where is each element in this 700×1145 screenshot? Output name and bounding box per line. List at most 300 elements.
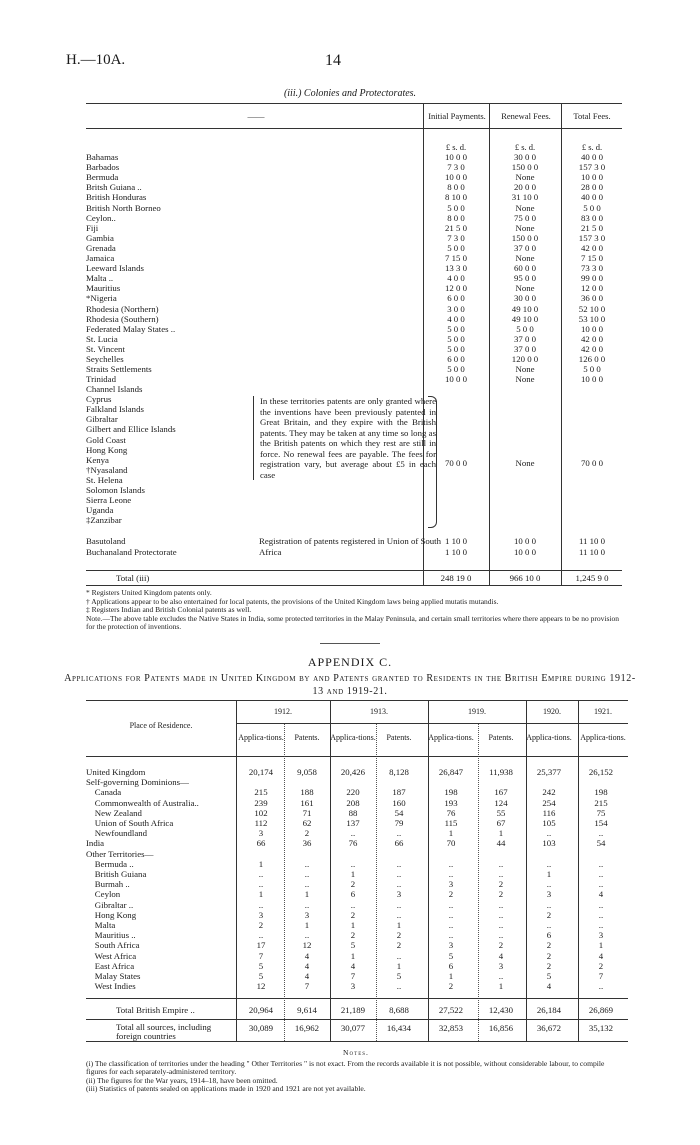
table-row bbox=[86, 920, 628, 930]
table-row bbox=[86, 828, 628, 838]
total-total: 1,245 9 0 bbox=[575, 573, 609, 583]
cell-value: 188 bbox=[300, 787, 314, 798]
colony-row bbox=[86, 263, 622, 273]
cell-value: 21,189 bbox=[340, 1005, 366, 1015]
colony-name: Bahamas bbox=[86, 152, 119, 162]
cell-value: 1 bbox=[498, 981, 504, 992]
renewal-fee: None bbox=[515, 222, 535, 233]
cell-value: 6 bbox=[350, 889, 356, 900]
initial-payment: 7 3 0 bbox=[447, 232, 465, 243]
cell-value: 1 bbox=[258, 889, 264, 900]
cell-value: .. bbox=[396, 899, 402, 910]
cell-value: 9,058 bbox=[297, 767, 317, 777]
cell-value: .. bbox=[396, 981, 402, 992]
cell-value: .. bbox=[498, 930, 504, 941]
cell-value: 67 bbox=[496, 818, 506, 828]
cell-value: 4 bbox=[304, 950, 310, 961]
notes-title: Notes. bbox=[343, 1048, 369, 1057]
cell-value: 54 bbox=[596, 838, 606, 849]
colony-row bbox=[86, 152, 622, 162]
cell-value: 3 bbox=[598, 930, 604, 941]
cell-value: 16,856 bbox=[488, 1023, 514, 1033]
cell-value: 44 bbox=[496, 838, 506, 849]
cell-value: .. bbox=[396, 869, 402, 879]
cell-value: .. bbox=[304, 930, 310, 941]
year-header: 1913. bbox=[370, 707, 388, 716]
cell-value: 2 bbox=[396, 940, 402, 951]
cell-value: 2 bbox=[350, 930, 356, 941]
cell-value: 32,853 bbox=[438, 1023, 464, 1033]
cell-value: 198 bbox=[594, 787, 608, 798]
initial-payment: 10 0 0 bbox=[445, 374, 467, 385]
colony-row bbox=[86, 304, 622, 314]
cell-value: .. bbox=[258, 930, 264, 941]
units-renewal: £ s. d. bbox=[514, 142, 536, 152]
colony-row bbox=[86, 344, 622, 354]
cell-value: 215 bbox=[254, 787, 268, 798]
cell-value: .. bbox=[498, 971, 504, 981]
year-header: 1912. bbox=[274, 707, 292, 716]
section-divider bbox=[320, 643, 380, 644]
cell-value: .. bbox=[448, 930, 454, 941]
territories-note: In these territories patents are only granted where the inventions have been previously patented in Great Britain, and they expire with the British patents. They may be taken at any time so long as the British patents on which they rest are still in force. No renewal fees are payable. The fees for registration vary, but average about £5 in each case bbox=[253, 396, 436, 480]
header-rule bbox=[86, 756, 628, 757]
cell-value: .. bbox=[396, 909, 402, 920]
cell-value: 112 bbox=[254, 818, 268, 828]
place-name: West Indies bbox=[86, 981, 136, 992]
cell-value: 2 bbox=[498, 879, 504, 890]
cell-value: 254 bbox=[542, 797, 556, 808]
colony-name: Barbados bbox=[86, 162, 120, 173]
cell-value: 1 bbox=[258, 858, 264, 869]
place-name: Malay States bbox=[86, 971, 141, 981]
colony-name: Britsh Guiana .. bbox=[86, 182, 142, 193]
cell-value: 54 bbox=[394, 807, 404, 818]
cell-value: 193 bbox=[444, 797, 458, 808]
colony-row bbox=[86, 162, 622, 172]
cell-value: 55 bbox=[496, 807, 506, 818]
place-name: Malta bbox=[86, 920, 116, 930]
total-fee: 157 3 0 bbox=[578, 162, 606, 173]
table-row bbox=[86, 869, 628, 879]
table-row bbox=[86, 900, 628, 910]
total-fee: 5 0 0 bbox=[583, 202, 601, 213]
table-row bbox=[86, 981, 628, 991]
place-name: Commonwealth of Australia.. bbox=[86, 797, 199, 808]
total-fee: 42 0 0 bbox=[581, 242, 603, 253]
renewal-fee: None bbox=[515, 202, 535, 213]
total-fee: 36 0 0 bbox=[581, 293, 603, 304]
cell-value: 75 bbox=[596, 807, 606, 818]
cell-value: 1 bbox=[448, 971, 454, 981]
header-renewal-fees: Renewal Fees. bbox=[501, 111, 551, 121]
units-total: £ s. d. bbox=[581, 142, 603, 152]
cell-value: 88 bbox=[348, 807, 358, 818]
colony-row bbox=[86, 213, 622, 223]
applications-header: Applica-tions. bbox=[428, 733, 474, 742]
notes bbox=[86, 1049, 626, 1094]
cell-value: 220 bbox=[346, 787, 360, 798]
cell-value: 17 bbox=[256, 940, 266, 951]
cell-value: 3 bbox=[258, 828, 264, 839]
colony-name: Buchanaland Protectorate bbox=[86, 546, 177, 557]
cell-value: 115 bbox=[444, 818, 458, 828]
colony-name: Mauritius bbox=[86, 283, 121, 294]
cell-value: 4 bbox=[546, 981, 552, 992]
cell-value: .. bbox=[350, 858, 356, 869]
cell-value: 3 bbox=[448, 940, 454, 951]
south-africa-note: Registration of patents registered in Union of South Africa bbox=[259, 536, 442, 557]
cell-value: 16,962 bbox=[294, 1023, 320, 1033]
colony-name: Rhodesia (Northern) bbox=[86, 303, 159, 314]
cell-value: .. bbox=[546, 858, 552, 869]
cell-value: .. bbox=[258, 869, 264, 879]
header-total-fees: Total Fees. bbox=[573, 111, 611, 121]
place-name: Bermuda .. bbox=[86, 858, 134, 869]
table-row bbox=[86, 798, 628, 808]
colonies-table-header bbox=[86, 104, 622, 129]
cell-value: .. bbox=[448, 869, 454, 879]
initial-payment: 10 0 0 bbox=[445, 172, 467, 183]
colony-name: Grenada bbox=[86, 242, 116, 253]
total-fee: 53 10 0 bbox=[578, 313, 606, 324]
total-fee: 40 0 0 bbox=[581, 152, 603, 162]
cell-value: .. bbox=[498, 909, 504, 920]
cell-value: 4 bbox=[350, 960, 356, 971]
place-of-residence-header: Place of Residence. bbox=[129, 721, 193, 730]
cell-value: 12 bbox=[302, 940, 312, 951]
cell-value: .. bbox=[546, 899, 552, 910]
total-fee: 52 10 0 bbox=[578, 303, 606, 314]
cell-value: 215 bbox=[594, 797, 608, 808]
total-fee: 10 0 0 bbox=[581, 323, 603, 334]
cell-value: 62 bbox=[302, 818, 312, 828]
year-header: 1921. bbox=[594, 707, 612, 716]
initial-payment: 5 0 0 bbox=[447, 323, 465, 334]
cell-value: 2 bbox=[598, 960, 604, 971]
place-name: Hong Kong bbox=[86, 909, 137, 920]
initial-payment: 5 0 0 bbox=[447, 364, 465, 375]
table-row bbox=[86, 818, 628, 828]
cell-value: 5 bbox=[258, 971, 264, 981]
table-row bbox=[86, 777, 628, 787]
cell-value: 137 bbox=[346, 818, 360, 828]
appendix-subtitle: Applications for Patents made in United Kingdom by and Patents granted to Residents in the British Empire during 1912-13 and 1919-21. bbox=[64, 673, 636, 697]
place-name: Total all sources, including foreign countries bbox=[116, 1022, 212, 1041]
footnotes bbox=[86, 589, 626, 632]
colony-name: Jamaica bbox=[86, 253, 115, 263]
initial-payment: 5 0 0 bbox=[447, 202, 465, 213]
cell-value: 26,184 bbox=[536, 1005, 562, 1015]
cell-value: 2 bbox=[546, 960, 552, 971]
initial-payment: 7 3 0 bbox=[447, 162, 465, 173]
cell-value: 5 bbox=[258, 960, 264, 971]
colony-row bbox=[86, 223, 622, 233]
colony-name: Seychelles bbox=[86, 354, 124, 364]
total-fee: 21 5 0 bbox=[581, 222, 603, 233]
colony-name: Sierra Leone bbox=[86, 495, 132, 506]
cell-value: 6 bbox=[546, 930, 552, 941]
renewal-fee: 150 0 0 bbox=[511, 162, 539, 173]
cell-value: 5 bbox=[546, 971, 552, 981]
total-fee: 11 10 0 bbox=[578, 536, 606, 546]
total-initial: 248 19 0 bbox=[440, 573, 472, 583]
total-fee: 157 3 0 bbox=[578, 232, 606, 243]
cell-value: 5 bbox=[350, 940, 356, 951]
renewal-fee: 49 10 0 bbox=[511, 303, 539, 314]
applications-header: Applica-tions. bbox=[238, 733, 284, 742]
group-total: 70 0 0 bbox=[581, 458, 603, 468]
colony-name: Rhodesia (Southern) bbox=[86, 313, 159, 324]
total-fee: 10 0 0 bbox=[581, 374, 603, 385]
total-fee: 28 0 0 bbox=[581, 182, 603, 193]
colony-row bbox=[86, 192, 622, 202]
total-fee: 10 0 0 bbox=[581, 172, 603, 183]
colony-name: Ceylon.. bbox=[86, 212, 116, 223]
colony-row bbox=[86, 495, 622, 505]
cell-value: .. bbox=[498, 899, 504, 910]
colony-name: Federated Malay States .. bbox=[86, 323, 176, 334]
initial-payment: 5 0 0 bbox=[447, 242, 465, 253]
cell-value: .. bbox=[546, 828, 552, 839]
group-initial: 70 0 0 bbox=[445, 458, 467, 468]
cell-value: .. bbox=[304, 899, 310, 910]
cell-value: 5 bbox=[448, 950, 454, 961]
group-values-row bbox=[86, 458, 622, 468]
header-rule bbox=[236, 723, 628, 724]
total-fee: 12 0 0 bbox=[581, 283, 603, 294]
cell-value: 103 bbox=[542, 838, 556, 849]
cell-value: 2 bbox=[546, 950, 552, 961]
initial-payment: 5 0 0 bbox=[447, 333, 465, 344]
patents-header: Patents. bbox=[386, 733, 412, 742]
cell-value: 2 bbox=[498, 940, 504, 951]
cell-value: 71 bbox=[302, 807, 312, 818]
colony-name: British North Borneo bbox=[86, 202, 161, 213]
colony-name: Trinidad bbox=[86, 374, 116, 385]
cell-value: .. bbox=[498, 858, 504, 869]
cell-value: 30,077 bbox=[340, 1023, 366, 1033]
renewal-fee: None bbox=[515, 374, 535, 385]
renewal-fee: None bbox=[515, 364, 535, 375]
place-name: Ceylon bbox=[86, 889, 121, 900]
initial-payment: 1 10 0 bbox=[445, 536, 467, 546]
cell-value: 25,377 bbox=[536, 767, 562, 777]
cell-value: 1 bbox=[350, 869, 356, 879]
cell-value: 3 bbox=[448, 879, 454, 890]
colony-name: Uganda bbox=[86, 505, 114, 516]
patents-header: Patents. bbox=[294, 733, 320, 742]
renewal-fee: 30 0 0 bbox=[514, 152, 536, 162]
initial-payment: 21 5 0 bbox=[445, 222, 467, 233]
renewal-fee: 20 0 0 bbox=[514, 182, 536, 193]
appendix-title: APPENDIX C. bbox=[307, 655, 393, 669]
place-name: India bbox=[86, 838, 105, 849]
cell-value: 1 bbox=[396, 960, 402, 971]
initial-payment: 6 0 0 bbox=[447, 293, 465, 304]
cell-value: 105 bbox=[542, 818, 556, 828]
renewal-fee: 49 10 0 bbox=[511, 313, 539, 324]
page-code: H.—10A. bbox=[66, 52, 126, 68]
cell-value: 76 bbox=[446, 807, 456, 818]
colony-name: Fiji bbox=[86, 222, 99, 233]
cell-value: .. bbox=[546, 879, 552, 890]
renewal-fee: 60 0 0 bbox=[514, 263, 536, 274]
cell-value: 66 bbox=[394, 838, 404, 849]
applications-header: Applica-tions. bbox=[526, 733, 572, 742]
cell-value: .. bbox=[396, 828, 402, 839]
colony-row bbox=[86, 485, 622, 495]
table-row bbox=[86, 1005, 628, 1015]
cell-value: 208 bbox=[346, 797, 360, 808]
cell-value: 102 bbox=[254, 807, 268, 818]
cell-value: 4 bbox=[598, 889, 604, 900]
cell-value: 3 bbox=[304, 909, 310, 920]
cell-value: 11,938 bbox=[489, 767, 513, 777]
table-row bbox=[86, 1023, 628, 1041]
colony-name: British Honduras bbox=[86, 192, 147, 203]
cell-value: 2 bbox=[498, 889, 504, 900]
initial-payment: 12 0 0 bbox=[445, 283, 467, 294]
place-name: Gibraltar .. bbox=[86, 899, 134, 910]
cell-value: 16,434 bbox=[386, 1023, 412, 1033]
renewal-fee: 37 0 0 bbox=[514, 343, 536, 354]
note-item: (ii) The figures for the War years, 1914–18, have been omitted. bbox=[86, 1075, 278, 1085]
place-name: Burmah .. bbox=[86, 879, 130, 890]
renewal-fee: 120 0 0 bbox=[511, 354, 539, 364]
cell-value: .. bbox=[448, 920, 454, 930]
cell-value: 1 bbox=[304, 889, 310, 900]
colony-name: ‡Zanzibar bbox=[86, 515, 122, 526]
place-name: Self-governing Dominions— bbox=[86, 777, 189, 788]
place-name: Other Territories— bbox=[86, 848, 154, 859]
table-row bbox=[86, 961, 628, 971]
colony-name: Falkland Islands bbox=[86, 404, 144, 415]
applications-header: Applica-tions. bbox=[580, 733, 626, 742]
total-fee: 5 0 0 bbox=[583, 364, 601, 375]
initial-payment: 10 0 0 bbox=[445, 152, 467, 162]
header-initial-payments: Initial Payments. bbox=[428, 111, 486, 121]
table-row bbox=[86, 889, 628, 899]
cell-value: 198 bbox=[444, 787, 458, 798]
renewal-fee: 37 0 0 bbox=[514, 333, 536, 344]
colony-row bbox=[86, 293, 622, 303]
cell-value: 8,688 bbox=[389, 1005, 409, 1015]
cell-value: .. bbox=[448, 909, 454, 920]
patents-header: Patents. bbox=[488, 733, 514, 742]
units-initial: £ s. d. bbox=[445, 142, 467, 152]
cell-value: 7 bbox=[258, 950, 264, 961]
total-fee: 83 0 0 bbox=[581, 212, 603, 223]
table-row bbox=[86, 808, 628, 818]
cell-value: .. bbox=[448, 858, 454, 869]
total-fee: 126 0 0 bbox=[578, 354, 606, 364]
cell-value: .. bbox=[396, 858, 402, 869]
colony-name: †Nyasaland bbox=[86, 464, 128, 475]
place-name: Canada bbox=[86, 787, 122, 798]
initial-payment: 3 0 0 bbox=[447, 303, 465, 314]
renewal-fee: 95 0 0 bbox=[514, 273, 536, 284]
cell-value: 2 bbox=[304, 828, 310, 839]
cell-value: .. bbox=[396, 950, 402, 961]
cell-value: .. bbox=[598, 869, 604, 879]
colony-row bbox=[86, 233, 622, 243]
table-row bbox=[86, 849, 628, 859]
applications-header: Applica-tions. bbox=[330, 733, 376, 742]
appendix-table bbox=[86, 700, 628, 1042]
cell-value: .. bbox=[598, 899, 604, 910]
cell-value: 1 bbox=[396, 920, 402, 930]
cell-value: .. bbox=[598, 879, 604, 890]
cell-value: 6 bbox=[448, 960, 454, 971]
place-name: Total British Empire .. bbox=[116, 1005, 195, 1015]
colony-name: Kenya bbox=[86, 454, 109, 465]
cell-value: 76 bbox=[348, 838, 358, 849]
cell-value: 187 bbox=[392, 787, 406, 798]
cell-value: 7 bbox=[304, 981, 310, 992]
table-row bbox=[86, 951, 628, 961]
colony-row bbox=[86, 203, 622, 213]
renewal-fee: 75 0 0 bbox=[514, 212, 536, 223]
renewal-fee: 31 10 0 bbox=[511, 192, 539, 203]
cell-value: 36,672 bbox=[536, 1023, 562, 1033]
place-name: East Africa bbox=[86, 960, 135, 971]
cell-value: 2 bbox=[396, 930, 402, 941]
colony-name: Leeward Islands bbox=[86, 263, 144, 274]
cell-value: 167 bbox=[494, 787, 508, 798]
cell-value: .. bbox=[498, 869, 504, 879]
cell-value: 3 bbox=[350, 981, 356, 992]
cell-value: 1 bbox=[546, 869, 552, 879]
cell-value: 116 bbox=[542, 807, 556, 818]
cell-value: 12,430 bbox=[488, 1005, 514, 1015]
cell-value: 2 bbox=[350, 909, 356, 920]
header-blank: —— bbox=[247, 111, 265, 121]
place-name: West Africa bbox=[86, 950, 137, 961]
renewal-fee: None bbox=[515, 283, 535, 294]
cell-value: 5 bbox=[396, 971, 402, 981]
colony-name: St. Helena bbox=[86, 474, 123, 485]
cell-value: 20,964 bbox=[248, 1005, 274, 1015]
colony-name: Straits Settlements bbox=[86, 364, 152, 375]
place-name: New Zealand bbox=[86, 807, 142, 818]
colony-row bbox=[86, 384, 622, 394]
table-row bbox=[86, 971, 628, 981]
cell-value: .. bbox=[350, 899, 356, 910]
cell-value: .. bbox=[304, 869, 310, 879]
place-name: United Kingdom bbox=[86, 767, 146, 777]
cell-value: 7 bbox=[350, 971, 356, 981]
colonies-table bbox=[86, 103, 622, 586]
colony-row bbox=[86, 374, 622, 384]
colony-name: St. Lucia bbox=[86, 333, 118, 344]
initial-payment: 8 10 0 bbox=[445, 192, 467, 203]
place-name: Mauritius .. bbox=[86, 930, 136, 941]
cell-value: 66 bbox=[256, 838, 266, 849]
initial-payment: 8 0 0 bbox=[447, 212, 465, 223]
renewal-fee: 10 0 0 bbox=[514, 536, 536, 546]
colony-name: Gibraltar bbox=[86, 414, 118, 425]
cell-value: 239 bbox=[254, 797, 268, 808]
colony-row bbox=[86, 314, 622, 324]
renewal-fee: 30 0 0 bbox=[514, 293, 536, 304]
cell-value: 160 bbox=[392, 797, 406, 808]
colony-name: Solomon Islands bbox=[86, 485, 145, 495]
table-row bbox=[86, 879, 628, 889]
cell-value: 27,522 bbox=[438, 1005, 464, 1015]
cell-value: 154 bbox=[594, 818, 608, 828]
cell-value: 26,152 bbox=[588, 767, 614, 777]
